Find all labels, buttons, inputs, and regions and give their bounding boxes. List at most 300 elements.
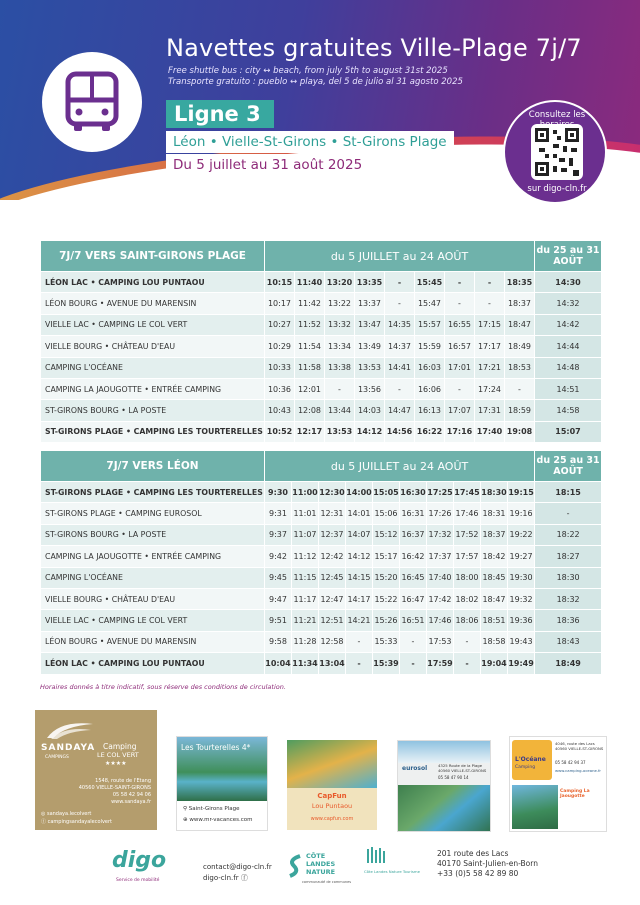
late-period-time: 18:36 [535,610,602,631]
departure-time: 11:52 [295,314,325,335]
departure-time: 13:38 [325,357,355,378]
departure-time: 16:22 [415,421,445,442]
oceane-sub: Camping [515,765,536,770]
globe-icon: ⊕ [183,817,188,823]
departure-time: 12:17 [295,421,325,442]
table-row [41,631,602,652]
departure-time: 15:22 [373,588,400,609]
stop-name: ST-GIRONS PLAGE • CAMPING LES TOURTERELLES [41,421,265,442]
page-title: Navettes gratuites Ville-Plage 7j/7 [166,34,582,62]
digo-site-text: digo-cln.fr [203,874,239,882]
late-period-time: 14:42 [535,314,602,335]
late-period-time: 15:07 [535,421,602,442]
capfun-web[interactable]: www.capfun.com [310,816,354,822]
departure-time: 9:58 [265,631,292,652]
departure-time: 19:15 [508,482,535,503]
departure-time: 11:00 [292,482,319,503]
departure-time: 17:57 [454,546,481,567]
sandaya-brand: SANDAYA [41,743,96,753]
departure-time: 16:30 [400,482,427,503]
departure-time: 15:26 [373,610,400,631]
departure-time: 17:25 [427,482,454,503]
tourisme-logo [364,845,428,885]
departure-time: 14:03 [355,400,385,421]
departure-time: - [400,653,427,674]
departure-time: 19:08 [505,421,535,442]
late-period-time: 18:30 [535,567,602,588]
departure-time: - [445,293,475,314]
sandaya-address1: 1548, route de l'Etang [95,778,151,784]
table-row [41,482,602,503]
departure-time: 17:40 [427,567,454,588]
table-row [41,336,602,357]
table-row [41,546,602,567]
late-period-time: 14:30 [535,272,602,293]
departure-time: 18:00 [454,567,481,588]
sandaya-instagram[interactable]: sandaya.lecolvert [46,811,92,817]
departure-time: 17:46 [427,610,454,631]
departure-time: 14:41 [385,357,415,378]
departure-time: 11:17 [292,588,319,609]
departure-time: 13:37 [355,293,385,314]
jaougotte-name: Camping La Jaougotte [560,789,590,799]
sandaya-contact [79,778,151,806]
departure-time: 13:56 [355,378,385,399]
sandaya-phone: 05 58 42 94 06 [112,792,151,798]
departure-time: 16:03 [415,357,445,378]
sandaya-camping: Camping [103,742,137,751]
departure-time: 13:47 [355,314,385,335]
direction-header: 7J/7 VERS SAINT-GIRONS PLAGE [41,241,265,272]
table-row [41,357,602,378]
oceane-web[interactable]: www.camping-oceane.fr [555,768,601,773]
bus-icon [62,70,122,134]
departure-time: 13:22 [325,293,355,314]
departure-time: 14:00 [346,482,373,503]
departure-time: - [454,653,481,674]
eurosol-photo [398,785,491,832]
oceane-logo [512,740,552,780]
departure-time: 12:58 [319,631,346,652]
timetable-body [41,272,602,443]
departure-time: 10:52 [265,421,295,442]
departure-time: 14:07 [346,524,373,545]
ad-eurosol[interactable] [397,740,491,832]
departure-time: 19:32 [508,588,535,609]
stop-name: LÉON LAC • CAMPING LOU PUNTAOU [41,272,265,293]
departure-time: 19:36 [508,610,535,631]
stop-name: ST-GIRONS BOURG • LA POSTE [41,400,265,421]
stop-name: ST-GIRONS BOURG • LA POSTE [41,524,265,545]
departure-time: 18:49 [505,336,535,357]
late-period-time: 14:48 [535,357,602,378]
stop-name: LÉON LAC • CAMPING LOU PUNTAOU [41,653,265,674]
bus-badge [42,52,142,152]
departure-time: 10:15 [265,272,295,293]
stop-name: ST-GIRONS PLAGE • CAMPING EUROSOL [41,503,265,524]
cln-logo [288,850,352,886]
contact-email[interactable]: contact@digo-cln.fr [203,863,272,871]
late-period-header: du 25 au 31 AOÛT [535,241,602,272]
cln-swirl-icon [288,854,302,878]
departure-time: 11:21 [292,610,319,631]
tourterelles-website[interactable] [183,817,252,823]
sandaya-logo-icon [45,718,95,740]
departure-time: 15:57 [415,314,445,335]
pin-icon: ⚲ [183,806,188,812]
departure-time: 17:37 [427,546,454,567]
departure-time: - [325,378,355,399]
stop-name: VIELLE LAC • CAMPING LE COL VERT [41,610,265,631]
address-line2: 40170 Saint-Julien-en-Born [437,859,538,868]
facebook-icon: ⓕ [41,819,47,825]
stop-name: CAMPING LA JAOUGOTTE • ENTRÉE CAMPING [41,378,265,399]
departure-time: 11:01 [292,503,319,524]
oceane-brand: L'Océane [515,756,546,763]
departure-time: 17:21 [475,357,505,378]
departure-time: 9:42 [265,546,292,567]
departure-time: 18:47 [481,588,508,609]
departure-time: 13:44 [325,400,355,421]
departure-time: 16:55 [445,314,475,335]
departure-time: 9:31 [265,503,292,524]
departure-time: 14:21 [346,610,373,631]
departure-time: 17:59 [427,653,454,674]
departure-time: 18:58 [481,631,508,652]
departure-time: 13:53 [325,421,355,442]
departure-time: 15:33 [373,631,400,652]
late-period-time: - [535,503,602,524]
departure-time: 10:17 [265,293,295,314]
late-period-time: 14:32 [535,293,602,314]
table-row [41,524,602,545]
stop-name: CAMPING LA JAOUGOTTE • ENTRÉE CAMPING [41,546,265,567]
departure-time: 14:37 [385,336,415,357]
departure-time: - [346,631,373,652]
tourterelles-web-text: www.mr-vacances.com [189,817,253,823]
departure-time: 13:04 [319,653,346,674]
departure-time: 15:12 [373,524,400,545]
departure-time: 15:47 [415,293,445,314]
departure-time: 13:20 [325,272,355,293]
table-row [41,378,602,399]
departure-time: - [385,378,415,399]
departure-time: 17:42 [427,588,454,609]
departure-time: 18:02 [454,588,481,609]
office-phone[interactable]: +33 (0)5 58 42 89 80 [437,869,519,878]
departure-time: - [445,378,475,399]
departure-time: 17:52 [454,524,481,545]
late-period-time: 18:43 [535,631,602,652]
eurosol-phone: 05 58 47 90 14 [438,775,469,780]
instagram-icon: ◎ [41,811,46,817]
departure-time: 10:43 [265,400,295,421]
departure-time: - [475,293,505,314]
departure-time: - [505,378,535,399]
departure-time: 19:27 [508,546,535,567]
digo-brand: digo [112,848,167,873]
departure-time: - [475,272,505,293]
departure-time: 18:37 [481,524,508,545]
ad-oceane[interactable] [509,736,607,832]
departure-time: 13:32 [325,314,355,335]
departure-time: - [400,631,427,652]
departure-time: 11:54 [295,336,325,357]
departure-time: 12:45 [319,567,346,588]
address-line1: 201 route des Lacs [437,849,509,858]
departure-time: 15:17 [373,546,400,567]
departure-time: 14:12 [346,546,373,567]
stop-name: VIELLE LAC • CAMPING LE COL VERT [41,314,265,335]
departure-time: 9:51 [265,610,292,631]
departure-time: 14:15 [346,567,373,588]
table-row [41,653,602,674]
departure-time: - [454,631,481,652]
departure-time: 19:16 [508,503,535,524]
qr-caption-top: Consultez les [528,110,586,120]
departure-time: 9:45 [265,567,292,588]
departure-time: 10:27 [265,314,295,335]
digo-logo[interactable] [112,848,182,888]
tourterelles-location [183,806,239,812]
waves-icon [366,847,386,865]
departure-time: 11:58 [295,357,325,378]
departure-time: 14:47 [385,400,415,421]
departure-time: 12:08 [295,400,325,421]
departure-time: 17:46 [454,503,481,524]
departure-time: 14:17 [346,588,373,609]
departure-time: 17:26 [427,503,454,524]
departure-time: 11:15 [292,567,319,588]
departure-time: - [385,293,415,314]
late-period-time: 18:22 [535,524,602,545]
departure-time: 14:12 [355,421,385,442]
jaougotte-photo [512,785,558,829]
late-period-header: du 25 au 31 AOÛT [535,451,602,482]
sandaya-address2: 40560 VIELLE-SAINT-GIRONS [78,785,151,791]
departure-time: 17:15 [475,314,505,335]
sandaya-brand-sub: CAMPINGS [45,755,69,760]
departure-time: 17:31 [475,400,505,421]
stop-name: VIELLE BOURG • CHÂTEAU D'EAU [41,336,265,357]
table-row [41,567,602,588]
departure-time: - [385,272,415,293]
departure-time: 18:30 [481,482,508,503]
departure-time: 13:49 [355,336,385,357]
departure-time: 18:06 [454,610,481,631]
stop-name: CAMPING L'OCÉANE [41,357,265,378]
departure-time: 16:57 [445,336,475,357]
table-row [41,400,602,421]
departure-time: 17:32 [427,524,454,545]
late-period-time: 18:15 [535,482,602,503]
qr-code[interactable] [531,124,583,180]
departure-time: 19:04 [481,653,508,674]
departure-time: 16:37 [400,524,427,545]
departure-time: 18:35 [505,272,535,293]
capfun-brand: CapFun [317,792,347,800]
eurosol-sky [398,741,491,763]
cln-name: CÔTE LANDES NATURE [306,852,336,876]
subtitle-spanish: Transporte gratuito : pueblo ↔ playa, del 5 de julio al 31 agosto 2025 [168,77,463,87]
oceane-address: 4046, route des Lacs 40560 VIELLE-ST-GIRONS [555,741,604,751]
departure-time: 19:30 [508,567,535,588]
departure-time: 12:42 [319,546,346,567]
departure-time: 9:37 [265,524,292,545]
facebook-icon: ⓕ [240,874,248,882]
tourisme-name: Côte Landes Nature Tourisme [364,869,420,874]
departure-time: 10:04 [265,653,292,674]
departure-time: 17:24 [475,378,505,399]
departure-time: 18:51 [481,610,508,631]
late-period-time: 14:51 [535,378,602,399]
qr-code-icon [535,128,579,176]
departure-time: 10:29 [265,336,295,357]
departure-time: 16:31 [400,503,427,524]
departure-time: 13:53 [355,357,385,378]
timetable-to-saint-girons [40,240,602,443]
departure-time: 12:47 [319,588,346,609]
departure-time: 18:59 [505,400,535,421]
departure-time: 11:40 [295,272,325,293]
departure-time: 19:43 [508,631,535,652]
line-dates: Du 5 juillet au 31 août 2025 [166,154,369,176]
period-header: du 5 JUILLET au 24 AOÛT [265,451,535,482]
departure-time: 13:35 [355,272,385,293]
departure-time: 14:56 [385,421,415,442]
departure-time: 16:06 [415,378,445,399]
departure-time: 18:53 [505,357,535,378]
table-row [41,272,602,293]
stop-name: ST-GIRONS PLAGE • CAMPING LES TOURTERELLES [41,482,265,503]
late-period-time: 18:27 [535,546,602,567]
qr-caption-bottom: sur digo-cln.fr [527,184,587,194]
cln-sub: communauté de communes [302,880,352,884]
late-period-time: 18:49 [535,653,602,674]
departure-time: 18:31 [481,503,508,524]
departure-time: 15:45 [415,272,445,293]
departure-time: 9:30 [265,482,292,503]
departure-time: 17:16 [445,421,475,442]
sandaya-web[interactable]: www.sandaya.fr [111,799,151,805]
departure-time: 15:05 [373,482,400,503]
sandaya-stars: ★★★★ [105,760,127,767]
timetable-to-leon [40,450,602,675]
departure-time: 16:45 [400,567,427,588]
departure-time: 11:12 [292,546,319,567]
departure-time: 16:13 [415,400,445,421]
departure-time: 12:51 [319,610,346,631]
late-period-time: 14:44 [535,336,602,357]
departure-time: 17:01 [445,357,475,378]
line-label: Ligne 3 [166,100,274,128]
capfun-name: Lou Puntaou [311,802,353,810]
departure-time: 10:36 [265,378,295,399]
period-header: du 5 JUILLET au 24 AOÛT [265,241,535,272]
departure-time: 14:01 [346,503,373,524]
departure-time: 15:06 [373,503,400,524]
oceane-phone: 05 58 42 94 37 [555,760,586,765]
departure-time: 14:35 [385,314,415,335]
tourterelles-loc-text: Saint-Girons Plage [188,806,240,812]
table-row [41,503,602,524]
ad-tourterelles[interactable] [176,736,268,831]
digo-sub: Service de mobilité [116,878,160,883]
departure-time: 13:34 [325,336,355,357]
capfun-photo [287,740,377,788]
qr-badge[interactable] [503,100,607,204]
table-row [41,314,602,335]
stop-name: CAMPING L'OCÉANE [41,567,265,588]
departure-time: 16:51 [400,610,427,631]
departure-time: 11:34 [292,653,319,674]
eurosol-address: 4325 Route de la Plage 40560 VIELLE-ST-GIRONS [438,763,487,773]
late-period-time: 18:32 [535,588,602,609]
departure-time: 17:53 [427,631,454,652]
departure-time: 12:37 [319,524,346,545]
ad-sandaya[interactable] [35,710,157,830]
ad-capfun[interactable] [287,740,377,830]
departure-time: 9:47 [265,588,292,609]
subtitle-english: Free shuttle bus : city ↔ beach, from july 5th to august 31st 2025 [168,66,448,76]
departure-time: 18:42 [481,546,508,567]
departure-time: 16:47 [400,588,427,609]
late-period-time: 14:58 [535,400,602,421]
eurosol-brand: eurosol [402,765,428,772]
departure-time: 17:17 [475,336,505,357]
departure-time: 19:49 [508,653,535,674]
departure-time: 18:45 [481,567,508,588]
departure-time: 11:42 [295,293,325,314]
office-address [437,849,538,879]
departure-time: 11:07 [292,524,319,545]
line-stops: Léon • Vielle-St-Girons • St-Girons Plage [166,131,454,153]
table-row [41,588,602,609]
stop-name: VIELLE BOURG • CHÂTEAU D'EAU [41,588,265,609]
departure-time: - [346,653,373,674]
departure-time: - [445,272,475,293]
stop-name: LÉON BOURG • AVENUE DU MARENSIN [41,631,265,652]
table-row [41,610,602,631]
departure-time: 15:39 [373,653,400,674]
departure-time: 10:33 [265,357,295,378]
timetable-body [41,482,602,675]
table-row [41,421,602,442]
departure-time: 17:45 [454,482,481,503]
departure-time: 15:20 [373,567,400,588]
sandaya-facebook[interactable]: campingsandayalecolvert [47,819,113,825]
table-row [41,293,602,314]
departure-time: 12:30 [319,482,346,503]
departure-time: 12:01 [295,378,325,399]
tourterelles-name: Les Tourterelles 4* [181,743,251,752]
sandaya-camping-name: LE COL VERT [97,751,139,759]
departure-time: 19:22 [508,524,535,545]
departure-time: 18:47 [505,314,535,335]
sandaya-social [41,810,112,826]
stop-name: LÉON BOURG • AVENUE DU MARENSIN [41,293,265,314]
departure-time: 15:59 [415,336,445,357]
departure-time: 17:07 [445,400,475,421]
schedule-note: Horaires donnés à titre indicatif, sous réserve des conditions de circulation. [40,683,286,691]
direction-header: 7J/7 VERS LÉON [41,451,265,482]
departure-time: 18:37 [505,293,535,314]
departure-time: 12:31 [319,503,346,524]
departure-time: 16:42 [400,546,427,567]
departure-time: 11:28 [292,631,319,652]
departure-time: 17:40 [475,421,505,442]
digo-site[interactable] [203,873,248,883]
